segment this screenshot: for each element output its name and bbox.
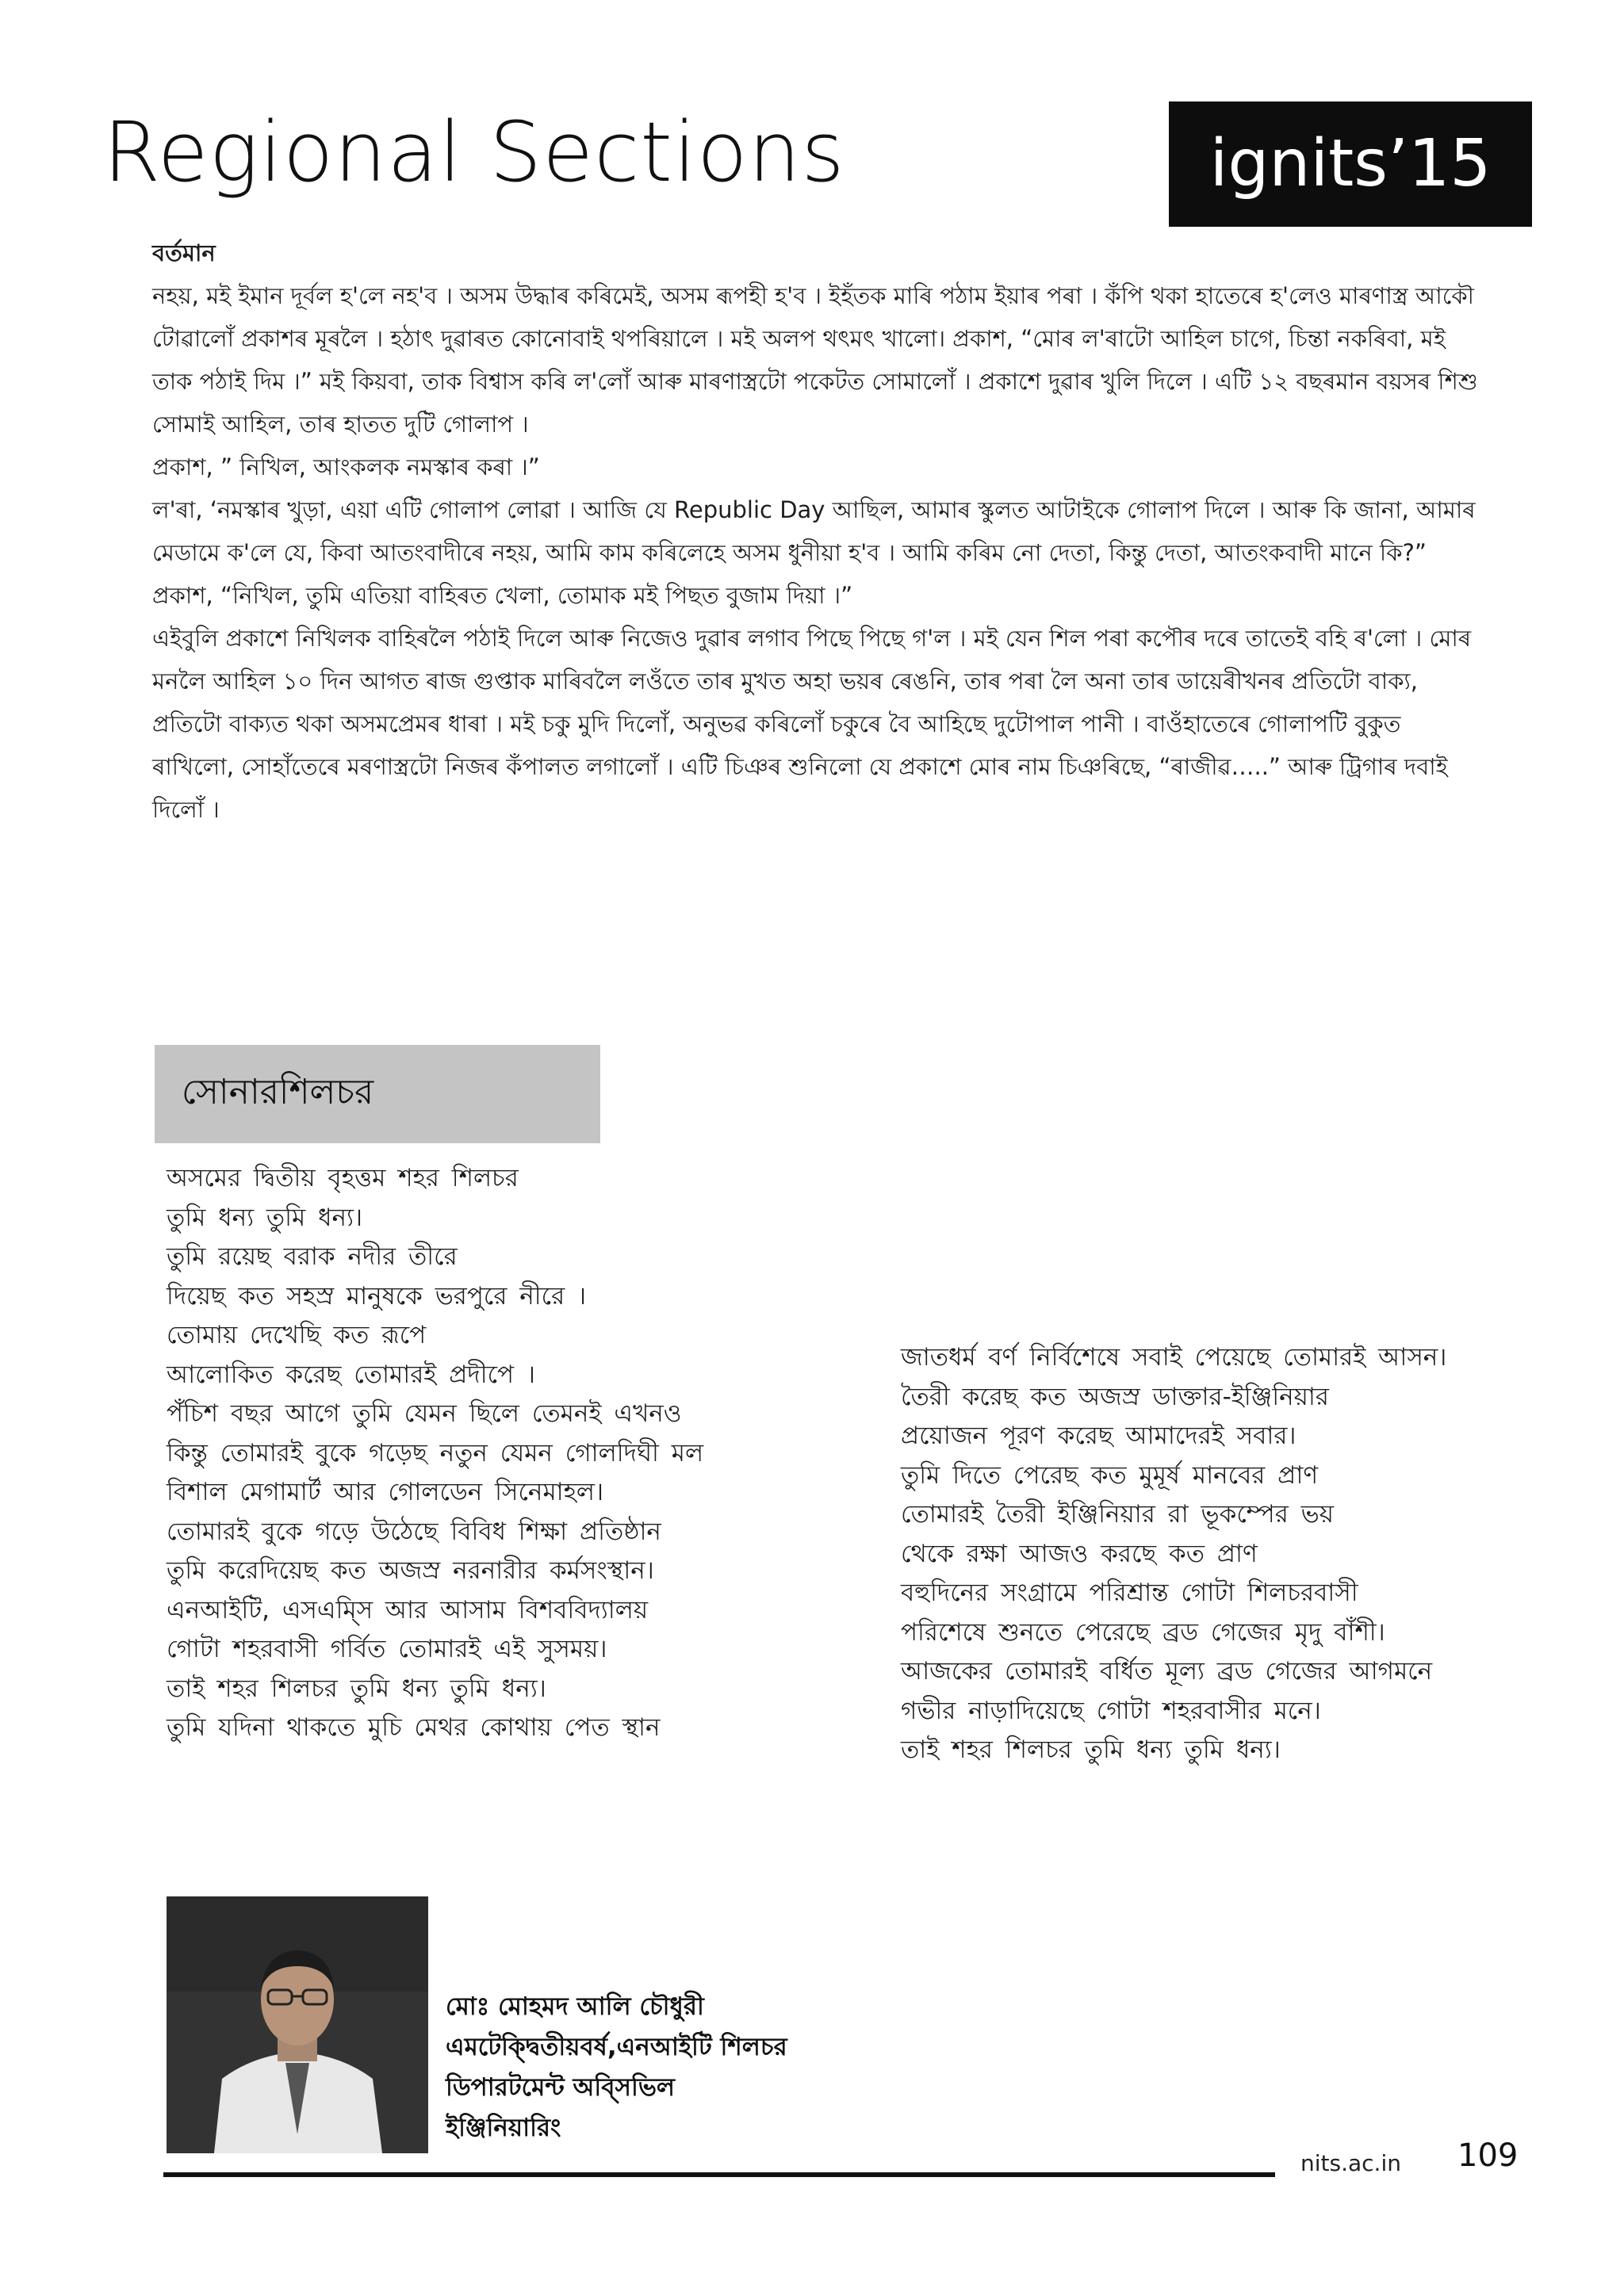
poem-line: তুমি করেদিয়েছ কত অজস্র নরনারীর কর্মসংস্থান। xyxy=(167,1556,654,1585)
poem-line: আলোকিত করেছ তোমারই প্রদীপে । xyxy=(167,1360,536,1389)
poem-column-left xyxy=(167,1159,880,1748)
poem-line: তৈরী করেছ কত অজস্র ডাক্তার-ইঞ্জিনিয়ার xyxy=(901,1382,1329,1411)
page-number: 109 xyxy=(1457,2137,1519,2174)
author-name: মোঃ মোহমদ আলি চৌধুরী xyxy=(446,1992,704,2021)
poem-line: কিন্তু তোমারই বুকে গড়েছ নতুন যেমন গোলদিঘী মল xyxy=(167,1438,704,1468)
page-title: Regional Sections xyxy=(103,104,845,201)
author-credit xyxy=(446,1987,1001,2149)
article-paragraph: এইবুলি প্ৰকাশে নিখিলক বাহিৰলৈ পঠাই দিলে আৰু নিজেও দুৱাৰ লগাব পিছে পিছে গ'ল । মই যেন শিল পৰা কপৌৰ দৰে তাতেই বহি ৰ'লো । মোৰ মনলৈ আহিল ১০ দিন আগত ৰাজ গুপ্তাক মাৰিবলৈ লওঁতে তাৰ মুখত অহা ভয়ৰ ৰেঙনি, তাৰ পৰা লৈ অনা তাৰ ডায়েৰীখনৰ প্ৰতিটো বাক্য, প্ৰতিটো বাক্যত থকা অসমপ্ৰেমৰ ধাৰা । মই চকু মুদি দিলোঁ, অনুভৱ কৰিলোঁ চকুৰে বৈ আহিছে দুটোপাল পানী । বাওঁহাতেৰে গোলাপটি বুকুত ৰাখিলো, সোহাঁতেৰে মৰণাস্ত্ৰটো নিজৰ কঁপালত লগালোঁ । এটি চিঞৰ শুনিলো যে প্ৰকাশে মোৰ নাম চিঞৰিছে, “ৰাজীৱ…..” আৰু ট্ৰিগাৰ দবাই দিলোঁ । xyxy=(152,625,1472,823)
poem-column-right xyxy=(901,1338,1456,1770)
section-title-box xyxy=(155,1045,600,1143)
poem-line: বহুদিনের সংগ্রামে পরিশ্রান্ত গোটা শিলচরবাসী xyxy=(901,1578,1358,1607)
poem-line: তোমারই তৈরী ইঞ্জিনিয়ার রা ভূকম্পের ভয় xyxy=(901,1500,1334,1529)
author-photo-illustration xyxy=(167,1896,428,2153)
author-photo xyxy=(167,1896,428,2153)
poem-line: তুমি দিতে পেরেছ কত মুমূর্ষ মানবের প্রাণ xyxy=(901,1460,1319,1490)
footer-rule xyxy=(163,2172,1275,2177)
section-title: সোনারশিলচর xyxy=(182,1071,374,1112)
article-paragraph: ল'ৰা, ‘নমস্কাৰ খুড়া, এয়া এটি গোলাপ লোৱা । আজি যে Republic Day আছিল, আমাৰ স্কুলত আটাইকে গোলাপ দিলে । আৰু কি জানা, আমাৰ মেডামে ক'লে যে, কিবা আতংবাদীৰে নহয়, আমি কাম কৰিলেহে অসম ধুনীয়া হ'ব । আমি কৰিম নো দেতা, কিন্তু দেতা, আতংকবাদী মানে কি?” xyxy=(152,496,1476,566)
poem-line: তুমি যদিনা থাকতে মুচি মেথর কোথায় পেত স্থান xyxy=(167,1713,661,1742)
poem-line: জাতধর্ম বর্ণ নির্বিশেষে সবাই পেয়েছে তোমারই আসন। xyxy=(901,1343,1447,1372)
poem-line: তুমি ধন্য তুমি ধন্য। xyxy=(167,1203,363,1232)
poem-line: বিশাল মেগামার্ট আর গোলডেন সিনেমাহল। xyxy=(167,1478,604,1506)
poem-line: গভীর নাড়াদিয়েছে গোটা শহরবাসীর মনে। xyxy=(901,1696,1321,1725)
article-paragraph: প্ৰকাশ, ” নিখিল, আংকলক নমস্কাৰ কৰা ।” xyxy=(152,453,540,480)
poem-line: থেকে রক্ষা আজও করছে কত প্রাণ xyxy=(901,1539,1258,1568)
issue-label: ignits’15 xyxy=(1209,126,1492,201)
poem-line: তুমি রয়েছ বরাক নদীর তীরে xyxy=(167,1242,458,1271)
poem-line: তাই শহর শিলচর তুমি ধন্য তুমি ধন্য। xyxy=(901,1735,1281,1764)
poem-line: তোমারই বুকে গড়ে উঠেছে বিবিধ শিক্ষা প্রতিষ্ঠান xyxy=(167,1517,661,1546)
article-heading: বৰ্তমান xyxy=(152,239,216,266)
issue-badge xyxy=(1169,101,1532,227)
author-course: এমটেক্দ্বিতীয়বর্ষ,এনআইটি শিলচর xyxy=(446,2033,787,2061)
poem-line: এনআইটি, এসএম্সি আর আসাম বিশববিদ্যালয় xyxy=(167,1595,649,1624)
author-department: ডিপারটমেন্ট অব্সিভিল xyxy=(446,2073,676,2102)
poem-line: গোটা শহরবাসী গর্বিত তোমারই এই সুসময়। xyxy=(167,1635,607,1663)
article-paragraph: নহয়, মই ইমান দূৰ্বল হ'লে নহ'ব । অসম উদ্ধাৰ কৰিমেই, অসম ৰূপহী হ'ব । ইহঁতক মাৰি পঠাম ইয়াৰ পৰা । কঁপি থকা হাতেৰে হ'লেও মাৰণাস্ত্ৰ আকৌ টোৱালোঁ প্ৰকাশৰ মূৰলৈ । হঠাৎ দুৱাৰত কোনোবাই থপৰিয়ালে । মই অলপ থৎমৎ খালো। প্ৰকাশ, “মোৰ ল'ৰাটো আহিল চাগে, চিন্তা নকৰিবা, মই তাক পঠাই দিম ।” মই কিয়বা, তাক বিশ্বাস কৰি ল'লোঁ আৰু মাৰণাস্ত্ৰটো পকেটত সোমালোঁ । প্ৰকাশে দুৱাৰ খুলি দিলে । এটি ১২ বছৰমান বয়সৰ শিশু সোমাই আহিল, তাৰ হাতত দুটি গোলাপ । xyxy=(152,282,1478,438)
author-discipline: ইঞ্জিনিয়ারিং xyxy=(446,2114,561,2142)
poem-line: তাই শহর শিলচর তুমি ধন্য তুমি ধন্য। xyxy=(167,1674,546,1703)
poem-line: দিয়েছ কত সহস্র মানুষকে ভরপুরে নীরে । xyxy=(167,1281,587,1311)
poem-line: পঁচিশ বছর আগে তুমি যেমন ছিলে তেমনই এখনও xyxy=(167,1399,682,1428)
article-body xyxy=(152,232,1483,831)
poem-line: আজকের তোমারই বর্ধিত মূল্য ব্রড গেজের আগমনে xyxy=(901,1657,1433,1686)
poem-line: পরিশেষে শুনতে পেরেছে ব্রড গেজের মৃদু বাঁশী। xyxy=(901,1617,1385,1647)
footer-site: nits.ac.in xyxy=(1300,2150,1401,2176)
poem-line: তোমায় দেখেছি কত রূপে xyxy=(167,1321,427,1349)
article-paragraph: প্ৰকাশ, “নিখিল, তুমি এতিয়া বাহিৰত খেলা, তোমাক মই পিছত বুজাম দিয়া ।” xyxy=(152,582,853,609)
poem-line: প্রয়োজন পূরণ করেছ আমাদেরই সবার। xyxy=(901,1422,1297,1450)
poem-line: অসমের দ্বিতীয় বৃহত্তম শহর শিলচর xyxy=(167,1164,519,1192)
